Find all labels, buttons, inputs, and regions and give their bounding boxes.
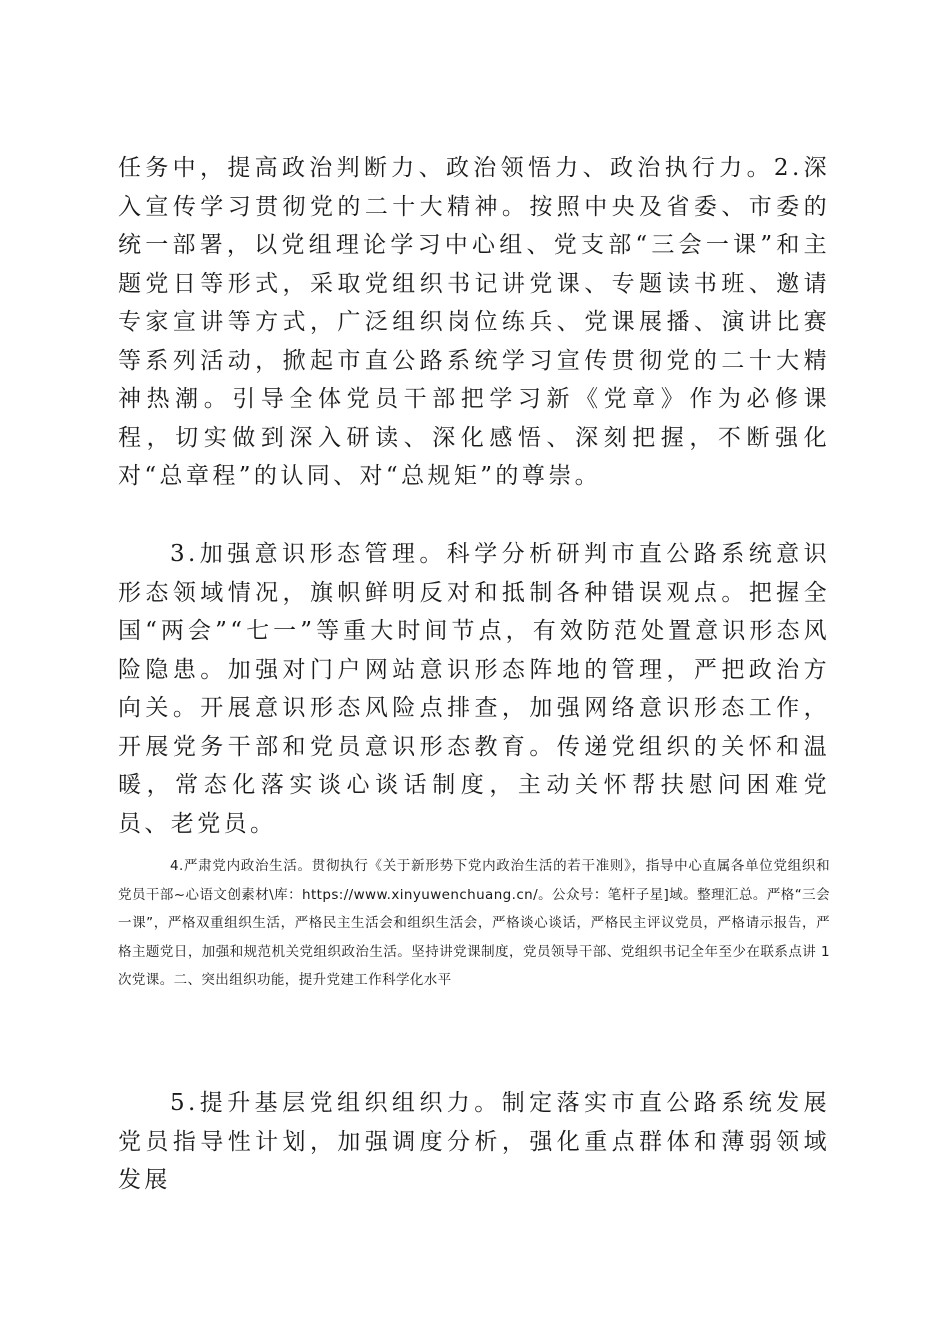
paragraph-ideology-management: 3.加强意识形态管理。科学分析研判市直公路系统意识形态领域情况，旗帜鲜明反对和抵制各种错误观点。把握全国“两会”“七一”等重大时间节点，有效防范处置意识形态风险隐患。加强对门户网站意识形态阵地的管理，严把政治方向关。开展意识形态风险点排查，加强网络意识形态工作，开展党务干部和党员意识形态教育。传递党组织的关怀和温暖，常态化落实谈心谈话制度，主动关怀帮扶慰问困难党员、老党员。 bbox=[118, 541, 830, 837]
paragraph-party-political-life: 4.严肃党内政治生活。贯彻执行《关于新形势下党内政治生活的若干准则》，指导中心直属各单位党组织和党员干部~心语文创素材\库：https://www.xinyuwenchuang.cn/。公众号：笔杆子星]域。整理汇总。严格“三会一课”，严格双重组织生活，严格民主生活会和组织生活会，严格谈心谈话，严格民主评议党员，严格请示报告，严格主题党日，加强和规范机关党组织政治生活。坚持讲党课制度，党员领导干部、党组织书记全年至少在联系点讲 1 次党课。二、突出组织功能，提升党建工作科学化水平 bbox=[118, 858, 830, 989]
paragraph-grassroots-organization: 5.提升基层党组织组织力。制定落实市直公路系统发展党员指导性计划，加强调度分析，强化重点群体和薄弱领域发展 bbox=[118, 1090, 830, 1193]
paragraph-deepen-study: 任务中，提高政治判断力、政治领悟力、政治执行力。2.深入宣传学习贯彻党的二十大精神。按照中央及省委、市委的统一部署，以党组理论学习中心组、党支部“三会一课”和主题党日等形式，采取党组织书记讲党课、专题读书班、邀请专家宣讲等方式，广泛组织岗位练兵、党课展播、演讲比赛等系列活动，掀起市直公路系统学习宣传贯彻党的二十大精神热潮。引导全体党员干部把学习新《党章》作为必修课程，切实做到深入研读、深化感悟、深刻把握，不断强化对“总章程”的认同、对“总规矩”的尊崇。 bbox=[118, 155, 830, 489]
